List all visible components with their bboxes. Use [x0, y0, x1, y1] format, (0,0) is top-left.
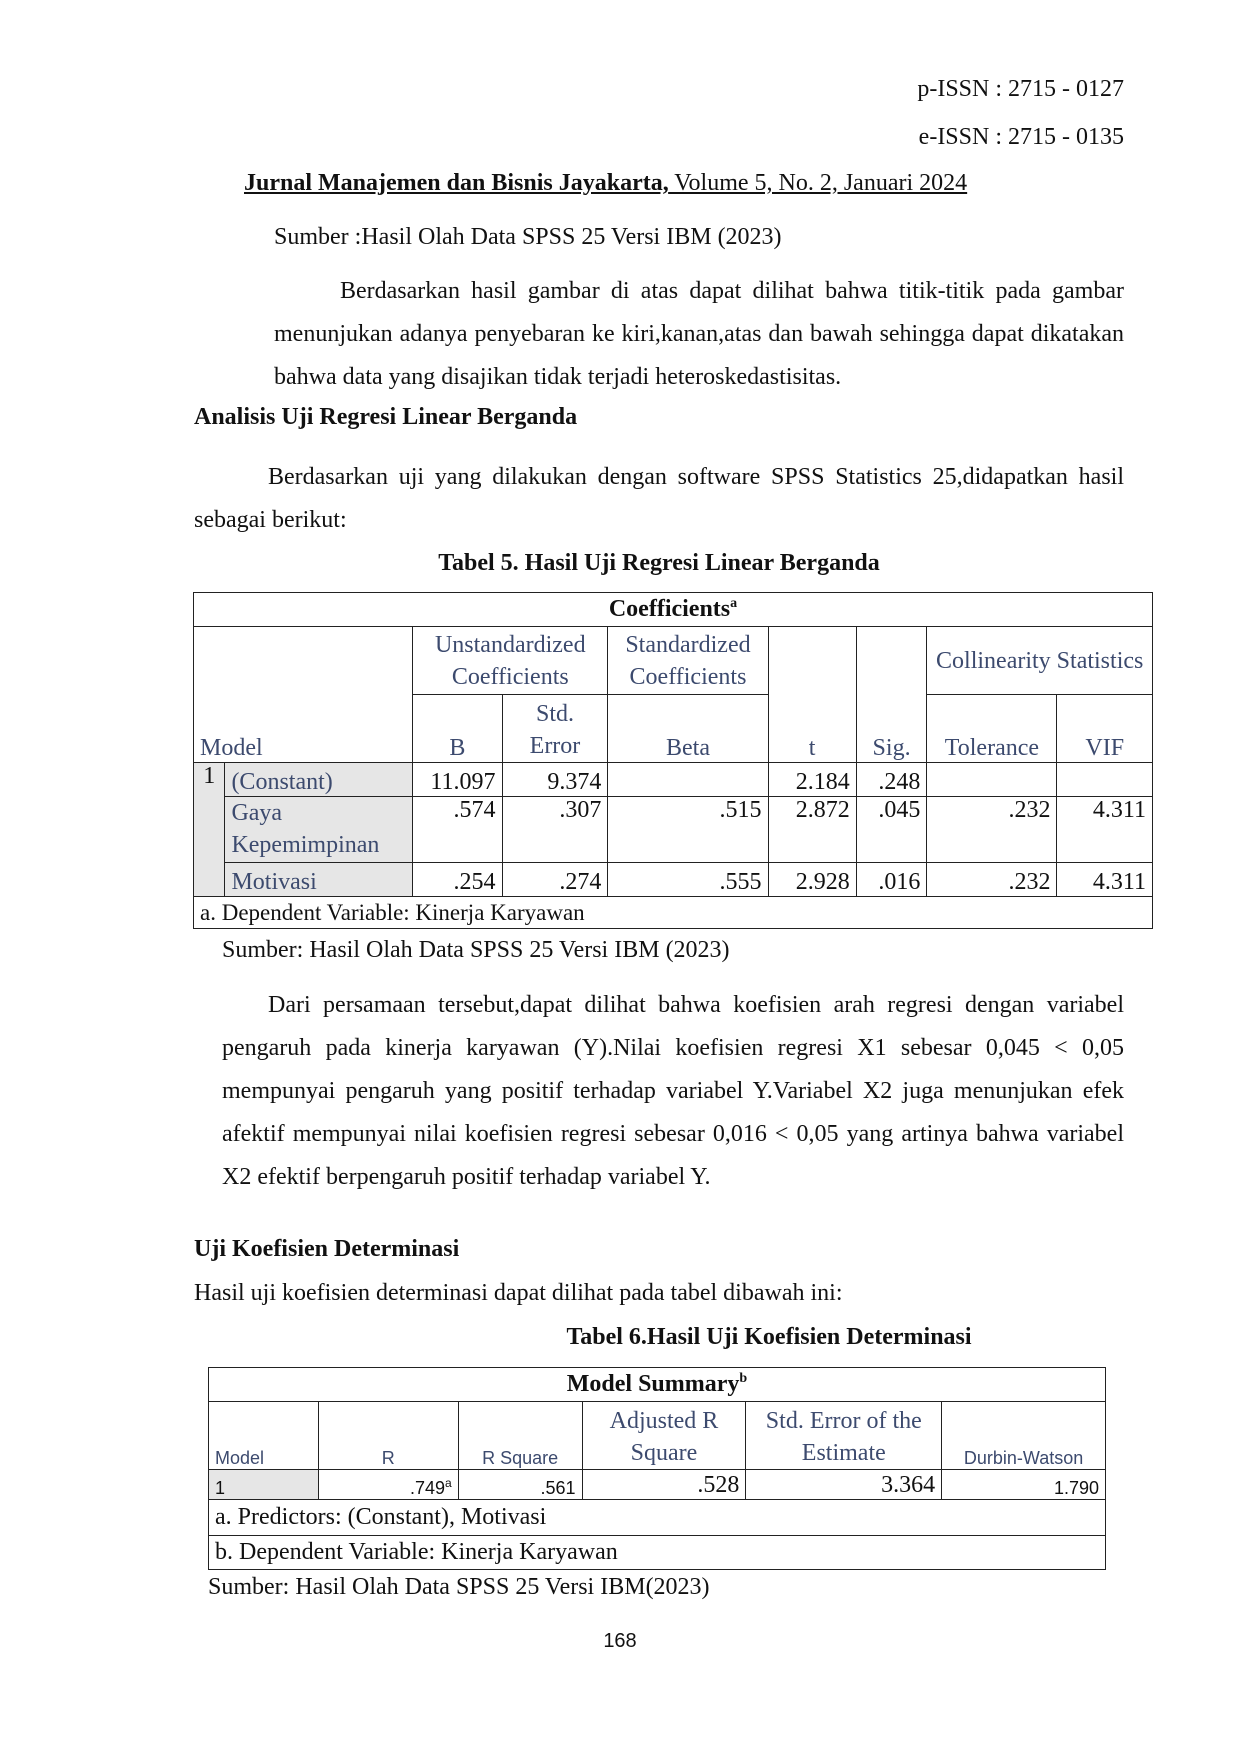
header-collinearity: Collinearity Statistics — [927, 627, 1153, 695]
table5-caption: Tabel 5. Hasil Uji Regresi Linear Berganda — [438, 550, 880, 576]
table-row: Gaya Kepemimpinan .574 .307 .515 2.872 .045 .232 4.311 — [194, 797, 1153, 863]
header-r: R — [318, 1402, 458, 1470]
header-beta: Beta — [608, 695, 768, 763]
header-std-error: Std. Error — [502, 695, 608, 763]
paragraph-regresi-intro: Berdasarkan uji yang dilakukan dengan software SPSS Statistics 25,didapatkan hasil sebagai berikut: — [194, 464, 1124, 533]
header-tolerance: Tolerance — [927, 695, 1057, 763]
header-adjusted-r-square: Adjusted R Square — [582, 1402, 746, 1470]
journal-volume: Volume 5, No. 2, Januari 2024 — [668, 170, 968, 196]
journal-name: Jurnal Manajemen dan Bisnis Jayakarta, — [244, 170, 669, 196]
table6-title: Model Summary$^b$ — [209, 1368, 1106, 1402]
header-standardized: Standardized Coefficients — [608, 627, 768, 695]
header-model: Model — [209, 1402, 319, 1470]
table5-title: Coefficients$^a$ — [194, 593, 1153, 627]
paragraph-regresi-result: Dari persamaan tersebut,dapat dilihat bahwa koefisien arah regresi dengan variabel pengaruh pada kinerja karyawan (Y).Nilai koefisien regresi X1 sebesar 0,045 < 0,05 mempunyai pengaruh yang positif terhadap variabel Y.Variabel X2 juga menunjukan efek afektif mempunyai nilai koefisien regresi sebesar 0,016 < 0,05 yang artinya bahwa variabel X2 efektif berpengaruh positif terhadap variabel Y. — [222, 992, 1124, 1190]
model-summary-table — [208, 1367, 1106, 1570]
header-vif: VIF — [1057, 695, 1153, 763]
header-t: t — [768, 627, 856, 763]
header-sig: Sig. — [856, 627, 927, 763]
model-number: 1 — [194, 763, 225, 897]
table6-note-b: b. Dependent Variable: Kinerja Karyawan — [209, 1536, 1106, 1570]
header-durbin-watson: Durbin-Watson — [942, 1402, 1106, 1470]
journal-title — [244, 170, 967, 197]
source-note-figure: Sumber :Hasil Olah Data SPSS 25 Versi IBM (2023) — [274, 224, 782, 250]
table6-note-a: a. Predictors: (Constant), Motivasi — [209, 1500, 1106, 1536]
header-r-square: R Square — [458, 1402, 582, 1470]
header-b: B — [413, 695, 502, 763]
table5-source: Sumber: Hasil Olah Data SPSS 25 Versi IBM (2023) — [222, 937, 730, 963]
table-row: 1 .749$^a$ .561 .528 3.364 1.790 — [209, 1470, 1106, 1500]
header-unstandardized: Unstandardized Coefficients — [413, 627, 608, 695]
page-number: 168 — [603, 1630, 637, 1652]
section-title-determinasi: Uji Koefisien Determinasi — [194, 1236, 460, 1262]
table-row: Motivasi .254 .274 .555 2.928 .016 .232 4.311 — [194, 863, 1153, 897]
table5-footnote: a. Dependent Variable: Kinerja Karyawan — [194, 897, 1153, 929]
table6-source: Sumber: Hasil Olah Data SPSS 25 Versi IBM(2023) — [208, 1574, 710, 1600]
e-issn: e-ISSN : 2715 - 0135 — [918, 124, 1124, 150]
header-std-error-estimate: Std. Error of the Estimate — [746, 1402, 942, 1470]
table6-caption: Tabel 6.Hasil Uji Koefisien Determinasi — [566, 1324, 972, 1350]
table-row: 1 (Constant) 11.097 9.374 2.184 .248 — [194, 763, 1153, 797]
paragraph-heteroskedastisitas: Berdasarkan hasil gambar di atas dapat dilihat bahwa titik-titik pada gambar menunjukan adanya penyebaran ke kiri,kanan,atas dan bawah sehingga dapat dikatakan bahwa data yang disajikan tidak terjadi heteroskedastisitas. — [274, 278, 1124, 390]
p-issn: p-ISSN : 2715 - 0127 — [917, 76, 1124, 102]
section-title-regresi: Analisis Uji Regresi Linear Berganda — [194, 404, 578, 430]
paragraph-determinasi-intro: Hasil uji koefisien determinasi dapat dilihat pada tabel dibawah ini: — [194, 1280, 843, 1306]
header-model: Model — [194, 627, 413, 763]
coefficients-table — [193, 592, 1153, 929]
